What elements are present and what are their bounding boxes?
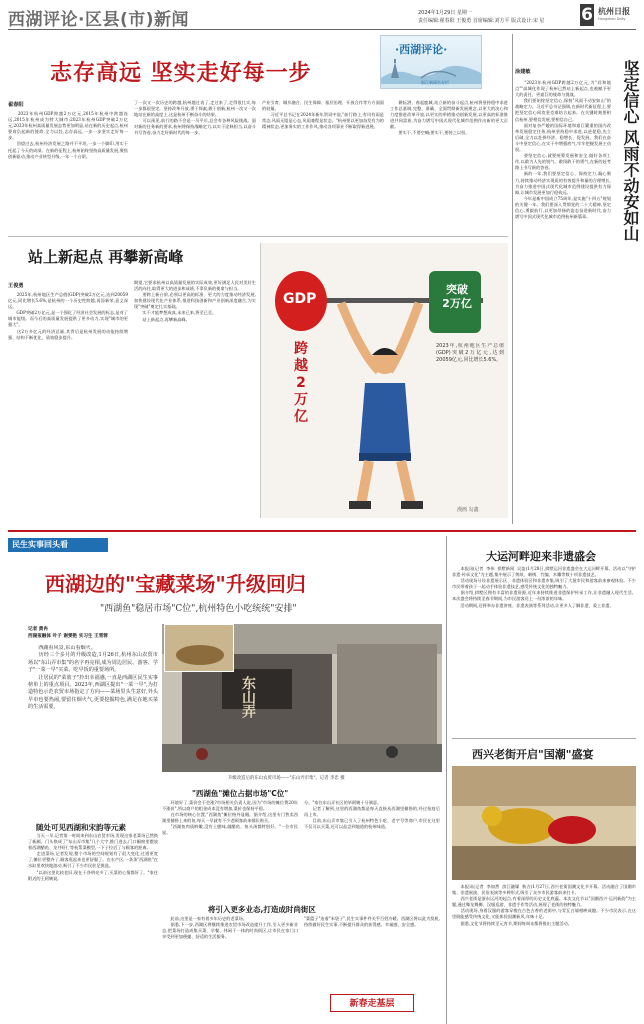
feature-subhead-1: 随处可见西湖和宋韵等元素 xyxy=(36,823,126,832)
feature-body-1: 当天一早,记者第一时间来到东山农贸市场,发现这家老菜场已然换了新颜。门头换成了"东山弄市集"几个大字,推门进去,门口橱窗里摆放着西湖醋鱼、龙井虾仁等杭帮菜模型,一下子拉近了与顾客的距离。 走进菜场,记者发现,整个市场的空间规划有了很大变化,过道更宽了,摊位更整齐了,顾客逛起来也更舒服了。在水产区,一条条"西湖鱼"在水缸里欢快地游动,吸引了不少市民驻足挑选。 "以前这里比较老旧,现在干净明亮多了,买菜的心情都好了。"家住附近的王阿姨说。 xyxy=(28,833,158,881)
canal-article-body: 本报讯(记者 李伟 拱墅新闻 吴姿)1月28日,拱墅运河非遗盛会在大运河畔开幕。活动以"守护非遗·传承文化"为主题,集中展示了剪纸、刺绣、竹编、木雕等数十项非遗技艺。 活动现场分设非遗展示区、非遗体验区和非遗市集,吸引了大批市民和游客前来参观体验。不少市民带着孩子一起动手体验非遗技艺,感受传统文化的独特魅力。 据介绍,拱墅区拥有丰富的非遗资源,近年来持续推进非遗保护传承工作,让非遗融入现代生活。本次盛会将持续至春节期间,为市民游客送上一份浓浓的年味。 活动期间,还将举办非遗讲座、非遗表演等系列活动,让更多人了解非遗、爱上非遗。 xyxy=(452,566,636,608)
gdp-info-text: 2023年,杭州地区生产总值(GDP)突破2万亿元,达到20059亿元,同比增长5.6%。 xyxy=(436,343,504,363)
feature-reporter: 记者 黄冉 西湖报融体 叶子 谢雯艳 实习生 王雪蓉 xyxy=(28,627,108,639)
commentary-col-3: 产业引育、城乡融合、民生保障、基层治理、开放合作等方方面面的较量。 习近平总书记在2024年新年贺词中说,"前行路上,有风有雨是常态,风雨无阻是心态,风雨兼程是状态。"杭州要以更加奋发有为的精神状态,更加务实的工作作风,推动各项事业不断取得新进展。 xyxy=(262,100,384,130)
gdp-illustration xyxy=(260,243,508,518)
badge-sub: 浙江新闻名专栏 xyxy=(421,80,449,85)
canal-article-title: 大运河畔迎来非遗盛会 xyxy=(486,550,596,563)
feature-subhead-3: 将引入更多业态,打造成时尚街区 xyxy=(208,905,316,914)
commentary-title: 志存高远 坚实走好每一步 xyxy=(50,61,312,86)
rule-right-mid xyxy=(452,738,636,739)
feature-kicker: 民生实事回头看 xyxy=(8,538,108,552)
rule-gdp-top xyxy=(8,236,508,237)
market-inset-photo xyxy=(164,624,234,672)
page-header xyxy=(0,0,644,32)
illustration-credit: 漫画 勾鑫 xyxy=(457,507,479,513)
xixing-photo xyxy=(452,766,636,880)
feature-body-5: "菜篮子"连着"米袋子",民生实事件件关乎百姓冷暖。西湖区将以此为契机,持续做好民生实事,不断提升群众的获得感、幸福感、安全感。 xyxy=(304,916,440,928)
side-comment-title: 坚定信心 风雨不动安如山 xyxy=(621,60,640,242)
badge-title: ·西湖评论· xyxy=(395,43,448,56)
lion-dance-image xyxy=(452,766,636,880)
divider-feature-right xyxy=(446,536,447,1024)
commentary-col-4: 耕耘洒、春起鹿城,站立新的奋斗起点,杭州将坚持稳中求进工作总基调,完整、准确、全面贯彻新发展理念,以更大的决心和力度推进改革开放,以更实的举措推动创新发展,以更高的标准推进共同富裕,为奋力谱写中国式现代化城市范例作出新的更大贡献。 要实干,不要空喊;要实干,要持之以恒。 xyxy=(390,100,508,136)
xihu-commentary-badge xyxy=(380,35,482,89)
page-number: 6 xyxy=(581,5,593,25)
gdp-article-author: 王俊勇 xyxy=(8,283,24,289)
rule-feature-top xyxy=(8,530,636,532)
newspaper-logo-sub: Hangzhou Daily xyxy=(598,17,626,21)
gdp-article-col-1: 2025年,杭州地区生产总值(GDP)突破2万亿元,达到20059亿元,同比增长5.6%,是杭州的一个历史性跨越,再添新荣,意义深远。 GDP突破2万亿元,是一个强化了经济社会发展的标志,是对了城市能级。而今后的高质量发展提供了更多动力,实现"城市的更强大"。 这2万多亿元的经济总量,其背后是杭州发展的动能持续增强、结构不断优化、质效稳步提升。 xyxy=(8,292,128,340)
market-photo-sign: 东山弄 xyxy=(240,676,256,718)
header-rule xyxy=(8,29,636,30)
editor-line: 责任编辑:翟春阳 王俊勇 首席编辑:刘方平 版式设计:宋 星 xyxy=(418,18,545,24)
commentary-col-1: 2023年杭州GDP跨越2万亿元,2015年杭州中跨越连远,2015年杭州成为特大城市;2023年杭州GDP突破2万亿元,2023年杭州高质量发展态势更加明显,站在新的历史起点,杭州要肩负起新的使命,全力以赴,志存高远,一步一步坚实走好每一步。 回望过去,杭州经济发展之路并不平坦,一步一个脚印,用实干托起了今天的成绩。在新的征程上,杭州始终坚持高质量发展,聚焦创新驱动,推动产业转型升级,一年一个台阶。 xyxy=(8,111,128,159)
divider-right-top xyxy=(512,34,513,524)
gdp-article-col-2: 期望,它要求杭州以高质量发展的实际成效,更好满足人民对美好生活的向往,取得更大的进步和成绩,不辜负新的使命与担当。 要跨上新台阶,必须以更高的标准、更大的力度推动经济发展,加快建设现代化产业体系,推进科技创新和产业创新深度融合,为实现"突破"奠定扎实基础。 实干才能梦想成真,未来已来,将至已至。 站上新起点,再攀新高峰。 xyxy=(134,280,256,322)
xixing-article-body: 本报讯(记者 李如然 滨江融媒 秋吉)1月27日,西兴老街国潮文化节开幕。活动融合了国潮市集、非遗展演、民俗表演等多种形式,吸引了众多市民游客前来打卡。 西兴老街是浙东运河的起点,有着深厚的历史文化底蕴。本次文化节以"国潮西兴·运河新韵"为主题,通过舞龙舞狮、汉服巡游、非遗手作等活动,展现了老街的独特魅力。 活动现场,身着汉服的游客穿梭在古色古香的老街中,与青瓦白墙相映成趣。不少市民表示,在这里既能感受传统文化,又能体验国潮新风,年味十足。 据悉,文化节将持续至元宵节,期间每周末都将推出主题活动。 xyxy=(452,884,636,926)
feature-lead: 西湖看风景,东山看烟火。 历经三个多月的升级改造,1月26日,杭州东山农贸市场以"东山弄市集"的名字再亮相,成为周边居民、游客、学子"一菜一早"买菜、吃早饭的重要场所。 让居民的"菜篮子"拎出幸福感,一直是西湖区民生实事榜单上的重点项目。2023年,西湖区提出"一菜一早",为打造特色示范农贸市场指定了方向——菜场里头生意好,外头早市也要热闹,要留住烟火气,更要挖掘特色,满足在地买菜的生活需要。 xyxy=(28,645,158,711)
new-spring-stamp: 新春走基层 xyxy=(330,994,414,1012)
gdp-article-title: 站上新起点 再攀新高峰 xyxy=(28,248,184,266)
feature-title: 西湖边的"宝藏菜场"升级回归 xyxy=(45,572,306,596)
feature-subhead-2: "西湖鱼"摊位占据市场"C位" xyxy=(192,789,289,798)
break-plate-label: 突破 2万亿 xyxy=(442,283,472,310)
side-comment-author: 涂建敏 xyxy=(515,69,531,75)
side-comment-body: "2023年杭州GDP跨越2万亿元,为"祥和地点""高城化作现了杭州已然站上新起点,也被赋予更大的责任、更艰巨的使命与挑战。 我们要始终坚定信心,保持"风雨不动安如山"的战略定力。习近平总书记强调,在新时代新征程上,要把坚定信心同攻坚克难结合起来。在关键时刻要相信杭州,要相信发展,要相信自己。 面对复杂严峻的国际环境和艰巨繁重的国内改革发展稳定任务,杭州坚持稳中求进,以进促稳,先立后破,全力以赴拼经济、稳增长、促发展。我们在奋斗中坚定信心,在实干中增强底气,牢牢把握发展主动权。 要坚定信心,就要统筹发展和安全,做好各项工作,以敢为人先的锐气、敢闯敢干的勇气,在新的赶考路上书写新的答卷。 新的一年,我们要坚定信心、保持定力,凝心聚力,持续推动经济实现质的有效提升和量的合理增长,为奋力推进中国式现代化城市范例建设提供有力保障,让城市发展更加行稳致远。 今年是新中国成立75周年,是实施"十四五"规划的关键一年。我们要深入贯彻党的二十大精神,坚定信心,勇毅前行,以更加昂扬的姿态奋进新时代,奋力谱写中国式现代化城市范例杭州新篇章。 xyxy=(515,80,611,220)
commentary-col-2: 了一次又一次历史的跨越,杭州越过表了,走过来了,走得很扎实,每一步都很坚定。坚持改革开放,勇于探索,敢于创新,杭州一次又一次地站在新的高度上,这是杭州不断奋斗的结果。 可以预见,前行的路不会是一马平川,总会有各种风险挑战。面对新的任务新的要求,杭州将保持战略定力,以实干诠释担当,以奋斗书写答卷,奋力走好新时代的每一步。 xyxy=(134,100,256,136)
date-line: 2024年1月29日 星期一 xyxy=(418,10,472,16)
feature-body-4: 此前,这里是一家有着多年历史的老菜场。 据悉,下一步,西湖区将继续推进农贸市场改造提升工作,引入更多新业态,把菜场打造成集买菜、早餐、休闲于一体的时尚街区,让市民在家门口享受到更加便捷、舒适的生活服务。 xyxy=(162,916,298,940)
newspaper-logo: 杭州日报 xyxy=(598,6,630,16)
gdp-plate-label: GDP xyxy=(283,291,317,307)
market-inset-image xyxy=(165,625,234,672)
feature-body-2: 环境好了,菜价会不会涨?市场相关负责人说,因为"市场的摊位费20年不涨价",所以商户的租金成本没有增加,菜价也保持平稳。 在市场的核心位置,"西湖鱼"摊位格外显眼。据介绍,这里专门售卖西湖里捕捞上来的鱼,每天一早就有不少老顾客前来排队购买。 "西湖鱼肉质鲜嫩,没有土腥味,做醋鱼、鱼头汤都特别好。"一位市民说。 xyxy=(162,800,298,836)
feature-body-3: 分。"家住东山弄社区的毕阿姨十分满意。 记者了解到,这里的西湖鱼都是每天直接从西湖里捕捞的,经过检疫后再上市。 目前,东山弄市集已引入了杭州特色小吃、老字号等商户,市民在这里不仅可以买菜,还可以品尝到地道的杭州味道。 xyxy=(304,800,440,830)
feature-subtitle: "西湖鱼"稳居市场"C位",杭州特色小吃统统"安排" xyxy=(100,604,297,614)
commentary-author: 翟春阳 xyxy=(8,102,24,108)
section-title: 西湖评论·区县(市)新闻 xyxy=(8,10,189,30)
market-photo-caption: 升级改造后的东山农贸市场——"东山弄市集"。记者 李忠 摄 xyxy=(228,776,345,781)
xixing-article-title: 西兴老街开启"国潮"盛宴 xyxy=(472,748,594,761)
vertical-slogan: 跨越 2 万亿 xyxy=(294,341,308,425)
